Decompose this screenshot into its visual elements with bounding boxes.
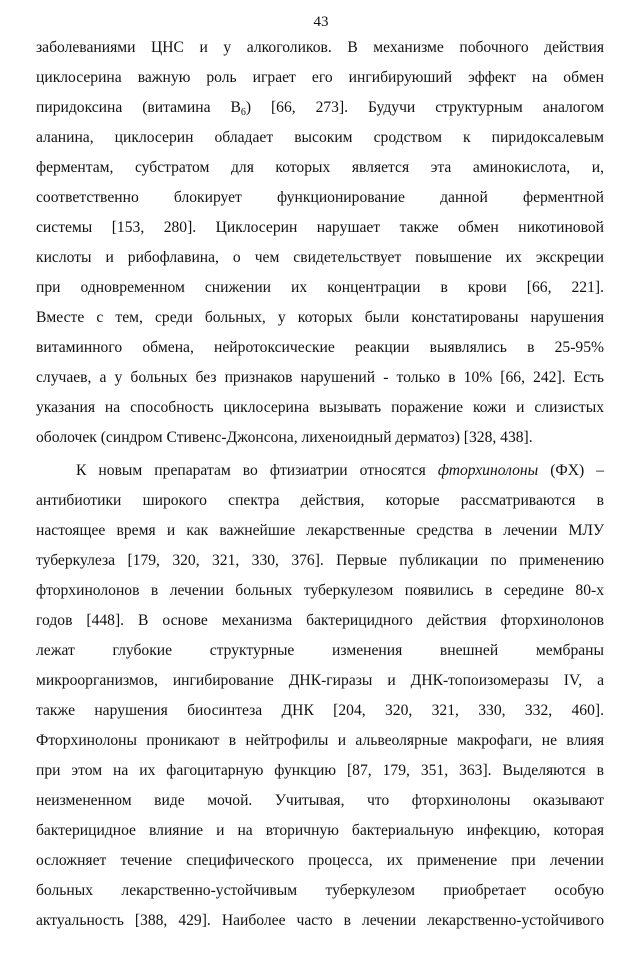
text-line: случаев, а у больных без признаков нарушений - только в 10% [66, 242]. Есть xyxy=(36,369,604,386)
text-line: оболочек (синдром Стивенс-Джонсона, лихеноидный дерматоз) [328, 438]. xyxy=(36,429,533,446)
text-line: лежат глубокие структурные изменения внешней мембраны xyxy=(36,642,604,659)
text-line: аланина, циклосерин обладает высоким сродством к пиридоксалевым xyxy=(36,129,604,146)
paragraph-first-line: К новым препаратам во фтизиатрии относятся фторхинолоны (ФХ) – xyxy=(76,462,605,479)
text-line: микроорганизмов, ингибирование ДНК-гиразы и ДНК-топоизомеразы IV, а xyxy=(36,672,604,689)
text-line: при этом на их фагоцитарную функцию [87, 179, 351, 363]. Выделяются в xyxy=(36,762,604,779)
page-number: 43 xyxy=(313,14,329,30)
text-line: кислоты и рибофлавина, о чем свидетельствует повышение их экскреции xyxy=(36,249,604,266)
text-line: также нарушения биосинтеза ДНК [204, 320, 321, 330, 332, 460]. xyxy=(36,702,604,719)
text-line: ферментам, субстратом для которых является эта аминокислота, и, xyxy=(36,159,604,176)
text-line: Фторхинолоны проникают в нейтрофилы и альвеолярные макрофаги, не влияя xyxy=(36,732,604,749)
text-line: туберкулеза [179, 320, 321, 330, 376]. Первые публикации по применению xyxy=(36,552,604,569)
text-line: фторхинолонов в лечении больных туберкулезом появились в середине 80-х xyxy=(36,582,604,599)
text-line: бактерицидное влияние и на вторичную бактериальную инфекцию, которая xyxy=(36,822,604,839)
text-line: системы [153, 280]. Циклосерин нарушает также обмен никотиновой xyxy=(36,219,604,236)
text-line: антибиотики широкого спектра действия, которые рассматриваются в xyxy=(36,492,604,509)
text-line: больных лекарственно-устойчивым туберкулезом приобретает особую xyxy=(36,882,604,899)
text-line: неизмененном виде мочой. Учитывая, что фторхинолоны оказывают xyxy=(36,792,604,809)
text-line: циклосерина важную роль играет его ингибируюший эффект на обмен xyxy=(36,69,604,86)
text-line: пиридоксина (витамина $В_6$) [66, 273]. Будучи структурным аналогом xyxy=(36,99,604,118)
text-line: Вместе с тем, среди больных, у которых были констатированы нарушения xyxy=(36,309,604,326)
text-line: указания на способность циклосерина вызывать поражение кожи и слизистых xyxy=(36,399,604,416)
text-line: актуальность [388, 429]. Наиболее часто в лечении лекарственно-устойчивого xyxy=(36,912,604,929)
text-line: витаминного обмена, нейротоксические реакции выявлялись в 25-95% xyxy=(36,339,604,356)
text-line: соответственно блокирует функционирование данной ферментной xyxy=(36,189,604,206)
text-line: настоящее время и как важнейшие лекарственные средства в лечении МЛУ xyxy=(36,522,604,539)
text-line: осложняет течение специфического процесса, их применение при лечении xyxy=(36,852,604,869)
text-line: при одновременном снижении их концентрации в крови [66, 221]. xyxy=(36,279,604,296)
text-line: годов [448]. В основе механизма бактерицидного действия фторхинолонов xyxy=(36,612,604,629)
text-line: заболеваниями ЦНС и у алкоголиков. В механизме побочного действия xyxy=(36,39,604,56)
